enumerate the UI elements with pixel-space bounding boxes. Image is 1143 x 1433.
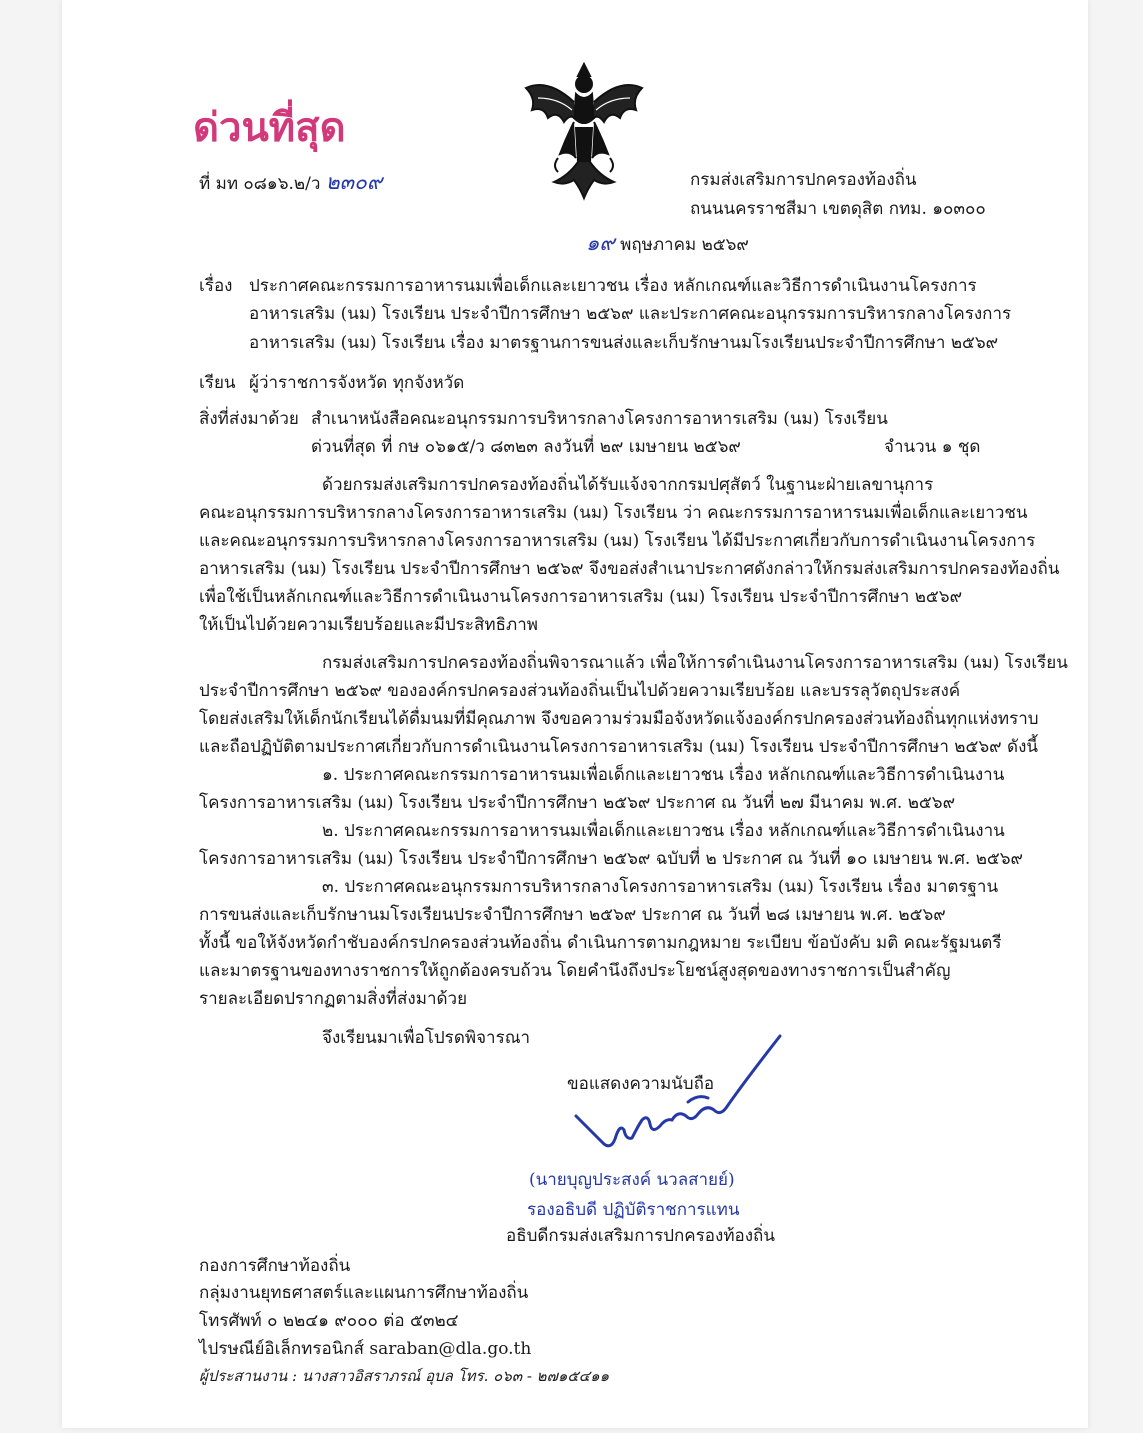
list-item-2-line-2: โครงการอาหารเสริม (นม) โรงเรียน ประจำปีการศึกษา ๒๕๖๙ ฉบับที่ ๒ ประกาศ ณ วันที่ ๑๐ เมษายน พ.ศ. ๒๕๖๙ <box>199 849 1024 869</box>
list-item-1-line-2: โครงการอาหารเสริม (นม) โรงเรียน ประจำปีการศึกษา ๒๕๖๙ ประกาศ ณ วันที่ ๒๗ มีนาคม พ.ศ. ๒๕๖๙ <box>199 793 956 813</box>
list-item-1-line-1: ๑. ประกาศคณะกรรมการอาหารนมเพื่อเด็กและเยาวชน เรื่อง หลักเกณฑ์และวิธีการดำเนินงาน <box>322 765 1005 785</box>
footer-email: ไปรษณีย์อิเล็กทรอนิกส์ saraban@dla.go.th <box>199 1339 532 1359</box>
footer-coordinator: ผู้ประสานงาน : นางสาวอิสราภรณ์ อุบล โทร. ๐๖๓ - ๒๗๑๕๔๑๑ <box>199 1367 610 1385</box>
subject-line-3: อาหารเสริม (นม) โรงเรียน เรื่อง มาตรฐานการขนส่งและเก็บรักษานมโรงเรียนประจำปีการศึกษา ๒๕๖๙ <box>249 333 999 353</box>
attachment-quantity: จำนวน ๑ ชุด <box>884 437 981 457</box>
to-label: เรียน <box>199 373 236 393</box>
signatory-name: (นายบุญประสงค์ นวลสายย์) <box>529 1170 735 1190</box>
urgency-stamp: ด่วนที่สุด <box>193 105 346 151</box>
attachment-label: สิ่งที่ส่งมาด้วย <box>199 409 299 429</box>
subject-line-2: อาหารเสริม (นม) โรงเรียน ประจำปีการศึกษา ๒๕๖๙ และประกาศคณะอนุกรรมการบริหารกลางโครงการ <box>249 304 1012 324</box>
paragraph2-line: และถือปฏิบัติตามประกาศเกี่ยวกับการดำเนินงานโครงการอาหารเสริม (นม) โรงเรียน ประจำปีการศึกษา ๒๕๖๙ ดังนี้ <box>199 737 1038 757</box>
org-name: กรมส่งเสริมการปกครองท้องถิ่น <box>690 170 917 190</box>
subject-line-1: ประกาศคณะกรรมการอาหารนมเพื่อเด็กและเยาวชน เรื่อง หลักเกณฑ์และวิธีการดำเนินงานโครงการ <box>249 276 977 296</box>
reference-prefix: ที่ มท ๐๘๑๖.๒/ว <box>199 174 321 194</box>
reference-handwritten: ๒๓๐๙ <box>325 170 383 194</box>
paragraph1-line: คณะอนุกรรมการบริหารกลางโครงการอาหารเสริม (นม) โรงเรียน ว่า คณะกรรมการอาหารนมเพื่อเด็กและเยาวชน <box>199 503 1028 523</box>
paragraph1-line: อาหารเสริม (นม) โรงเรียน ประจำปีการศึกษา ๒๕๖๙ จึงขอส่งสำเนาประกาศดังกล่าวให้กรมส่งเสริมการปกครองท้องถิ่น <box>199 559 1060 579</box>
regards-text: ขอแสดงความนับถือ <box>567 1074 715 1094</box>
paragraph1-line: ด้วยกรมส่งเสริมการปกครองท้องถิ่นได้รับแจ้งจากกรมปศุสัตว์ ในฐานะฝ่ายเลขานุการ <box>322 475 934 495</box>
signatory-position-2: อธิบดีกรมส่งเสริมการปกครองท้องถิ่น <box>506 1226 775 1246</box>
paragraph2-line: รายละเอียดปรากฏตามสิ่งที่ส่งมาด้วย <box>199 989 468 1009</box>
footer-group: กลุ่มงานยุทธศาสตร์และแผนการศึกษาท้องถิ่น <box>199 1283 529 1303</box>
attachment-line-1: สำเนาหนังสือคณะอนุกรรมการบริหารกลางโครงการอาหารเสริม (นม) โรงเรียน <box>311 409 888 429</box>
paragraph2-line: ทั้งนี้ ขอให้จังหวัดกำชับองค์กรปกครองส่วนท้องถิ่น ดำเนินการตามกฎหมาย ระเบียบ ข้อบังคับ มติ คณะรัฐมนตรี <box>199 933 1002 953</box>
garuda-emblem-icon <box>518 58 650 204</box>
list-item-2-line-1: ๒. ประกาศคณะกรรมการอาหารนมเพื่อเด็กและเยาวชน เรื่อง หลักเกณฑ์และวิธีการดำเนินงาน <box>322 821 1005 841</box>
paragraph2-line: ประจำปีการศึกษา ๒๕๖๙ ขององค์กรปกครองส่วนท้องถิ่นเป็นไปด้วยความเรียบร้อย และบรรลุวัตถุประสงค์ <box>199 681 961 701</box>
to-value: ผู้ว่าราชการจังหวัด ทุกจังหวัด <box>249 373 465 393</box>
list-item-3-line-1: ๓. ประกาศคณะอนุกรรมการบริหารกลางโครงการอาหารเสริม (นม) โรงเรียน เรื่อง มาตรฐาน <box>322 877 999 897</box>
signatory-position-1: รองอธิบดี ปฏิบัติราชการแทน <box>527 1200 740 1220</box>
paragraph1-line: เพื่อใช้เป็นหลักเกณฑ์และวิธีการดำเนินงานโครงการอาหารเสริม (นม) โรงเรียน ประจำปีการศึกษา ๒๕๖๙ <box>199 587 963 607</box>
subject-label: เรื่อง <box>199 276 233 296</box>
document-date <box>586 233 749 255</box>
date-day-handwritten: ๑๙ <box>586 231 615 255</box>
handwritten-signature-icon <box>568 1030 788 1160</box>
date-month-year: พฤษภาคม ๒๕๖๙ <box>620 235 749 255</box>
reference-number <box>199 172 382 194</box>
attachment-line-2: ด่วนที่สุด ที่ กษ ๐๖๑๕/ว ๘๓๒๓ ลงวันที่ ๒๙ เมษายน ๒๕๖๙ <box>311 437 741 457</box>
closing-line: จึงเรียนมาเพื่อโปรดพิจารณา <box>322 1028 531 1048</box>
paragraph1-line: ให้เป็นไปด้วยความเรียบร้อยและมีประสิทธิภาพ <box>199 615 538 635</box>
footer-division: กองการศึกษาท้องถิ่น <box>199 1256 351 1276</box>
paragraph2-line: และมาตรฐานของทางราชการให้ถูกต้องครบถ้วน โดยคำนึงถึงประโยชน์สูงสุดของทางราชการเป็นสำคัญ <box>199 961 951 981</box>
list-item-3-line-2: การขนส่งและเก็บรักษานมโรงเรียนประจำปีการศึกษา ๒๕๖๙ ประกาศ ณ วันที่ ๒๘ เมษายน พ.ศ. ๒๕๖๙ <box>199 905 946 925</box>
footer-phone: โทรศัพท์ ๐ ๒๒๔๑ ๙๐๐๐ ต่อ ๕๓๒๔ <box>199 1311 459 1331</box>
paragraph2-line: กรมส่งเสริมการปกครองท้องถิ่นพิจารณาแล้ว เพื่อให้การดำเนินงานโครงการอาหารเสริม (นม) โรงเรียน <box>322 653 1068 673</box>
org-address: ถนนนครราชสีมา เขตดุสิต กทม. ๑๐๓๐๐ <box>690 199 986 219</box>
paragraph1-line: และคณะอนุกรรมการบริหารกลางโครงการอาหารเสริม (นม) โรงเรียน ได้มีประกาศเกี่ยวกับการดำเนินงานโครงการ <box>199 531 1036 551</box>
paragraph2-line: โดยส่งเสริมให้เด็กนักเรียนได้ดื่มนมที่มีคุณภาพ จึงขอความร่วมมือจังหวัดแจ้งองค์กรปกครองส่วนท้องถิ่นทุกแห่งทราบ <box>199 709 1039 729</box>
